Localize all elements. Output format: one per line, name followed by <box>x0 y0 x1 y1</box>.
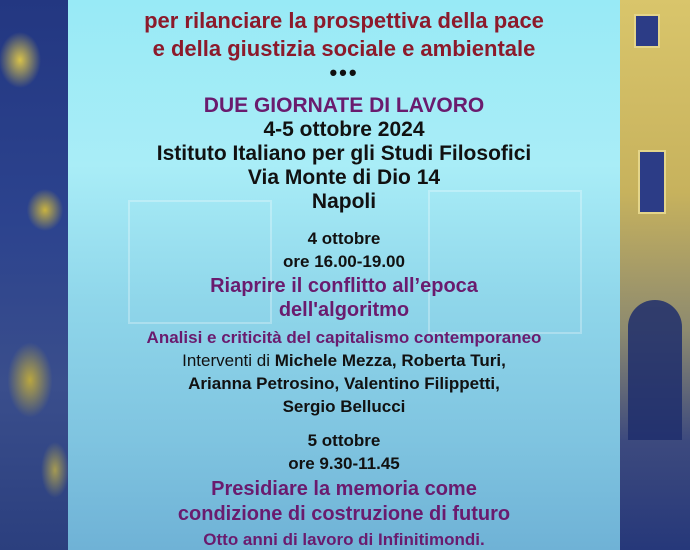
day1-title-line-1: Riaprire il conflitto all’epoca <box>210 275 478 297</box>
day1-subtitle: Analisi e criticità del capitalismo contemporaneo <box>146 328 542 347</box>
headline-line-1: per rilanciare la prospettiva della pace <box>144 8 544 33</box>
day1-speakers-line-3: Sergio Bellucci <box>282 397 406 416</box>
speakers-prefix: Interventi di <box>182 351 275 370</box>
day2-subtitle: Otto anni di lavoro di Infinitimondi. <box>203 530 485 549</box>
day2-date: 5 ottobre <box>307 431 381 450</box>
background-photo-right <box>620 0 690 550</box>
day1-title-line-2: dell'algoritmo <box>278 299 410 321</box>
headline-line-2: e della giustizia sociale e ambientale <box>152 36 536 61</box>
event-address: Via Monte di Dio 14 <box>247 166 441 189</box>
event-dates: 4-5 ottobre 2024 <box>263 118 425 141</box>
day2-title-line-1: Presidiare la memoria come <box>211 478 477 500</box>
separator-dots: ••• <box>329 60 359 85</box>
event-city: Napoli <box>311 190 377 213</box>
content-panel <box>68 0 620 550</box>
day1-time: ore 16.00-19.00 <box>283 252 405 271</box>
event-venue: Istituto Italiano per gli Studi Filosofici <box>156 142 532 165</box>
day1-speakers-line-2: Arianna Petrosino, Valentino Filippetti, <box>188 374 500 393</box>
day2-title-line-2: condizione di costruzione di futuro <box>177 503 511 525</box>
building-window <box>634 14 660 48</box>
day1-speakers-line-1 <box>68 351 620 371</box>
building-arch <box>628 300 682 440</box>
background-photo-left <box>0 0 68 550</box>
day1-date: 4 ottobre <box>307 229 381 248</box>
day2-time: ore 9.30-11.45 <box>288 454 400 473</box>
event-title: DUE GIORNATE DI LAVORO <box>203 94 485 117</box>
building-window <box>638 150 666 214</box>
speakers-names: Michele Mezza, Roberta Turi, <box>274 351 506 370</box>
